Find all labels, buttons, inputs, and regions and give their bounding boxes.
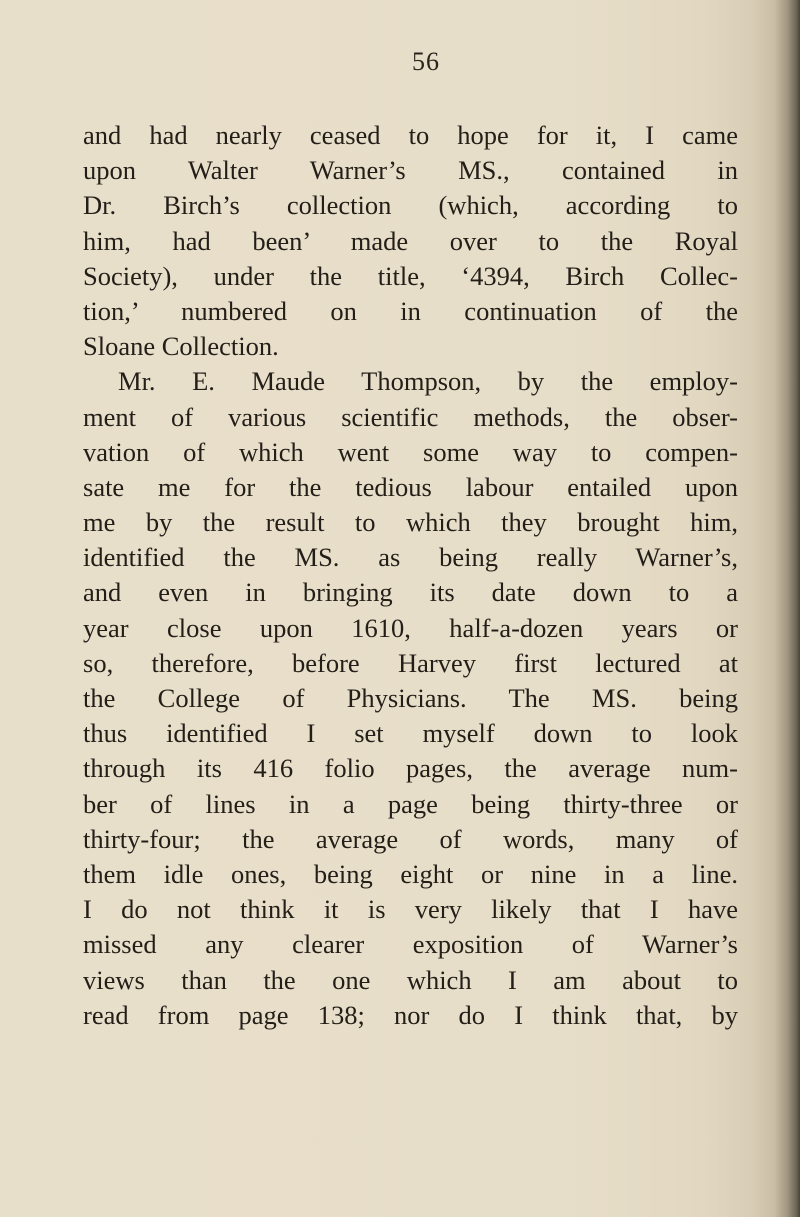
text-line: and had nearly ceased to hope for it, I came xyxy=(83,120,738,150)
text-line: the College of Physicians. The MS. being xyxy=(83,683,738,713)
text-line: sate me for the tedious labour entailed upon xyxy=(83,471,738,502)
page-binding-edge xyxy=(774,0,800,1217)
text-line: tion,’ numbered on in continuation of the xyxy=(83,295,738,326)
text-line: through its 416 folio pages, the average num- xyxy=(83,753,738,784)
page-number: 56 xyxy=(412,47,440,76)
text-line: me by the result to which they brought him, xyxy=(83,507,738,538)
text-line: thus identified I set myself down to look xyxy=(83,718,738,749)
text-line: him, had been’ made over to the Royal xyxy=(83,225,738,256)
text-line: thirty-four; the average of words, many of xyxy=(83,823,738,854)
text-line: upon Walter Warner’s MS., contained in xyxy=(83,155,738,186)
text-line: and even in bringing its date down to a xyxy=(83,577,738,608)
text-line: identified the MS. as being really Warner’s, xyxy=(83,542,738,573)
text-line: ment of various scientific methods, the obser- xyxy=(83,401,738,432)
text-line: year close upon 1610, half-a-dozen years or xyxy=(83,612,738,643)
body-text xyxy=(83,118,738,1033)
text-line: I do not think it is very likely that I have xyxy=(83,894,738,925)
text-line: missed any clearer exposition of Warner’s xyxy=(83,929,738,960)
text-line: read from page 138; nor do I think that, by xyxy=(83,999,738,1030)
text-line: Dr. Birch’s collection (which, according to xyxy=(83,190,738,221)
text-line: ber of lines in a page being thirty-three or xyxy=(83,788,738,819)
text-line: Mr. E. Maude Thompson, by the employ- xyxy=(118,366,738,397)
text-line: them idle ones, being eight or nine in a line. xyxy=(83,858,738,889)
text-line: vation of which went some way to compen- xyxy=(83,436,738,467)
text-line: so, therefore, before Harvey first lectured at xyxy=(83,647,738,678)
text-line: views than the one which I am about to xyxy=(83,964,738,995)
text-line: Society), under the title, ‘4394, Birch Collec- xyxy=(83,260,738,291)
text-line: Sloane Collection. xyxy=(83,331,279,362)
